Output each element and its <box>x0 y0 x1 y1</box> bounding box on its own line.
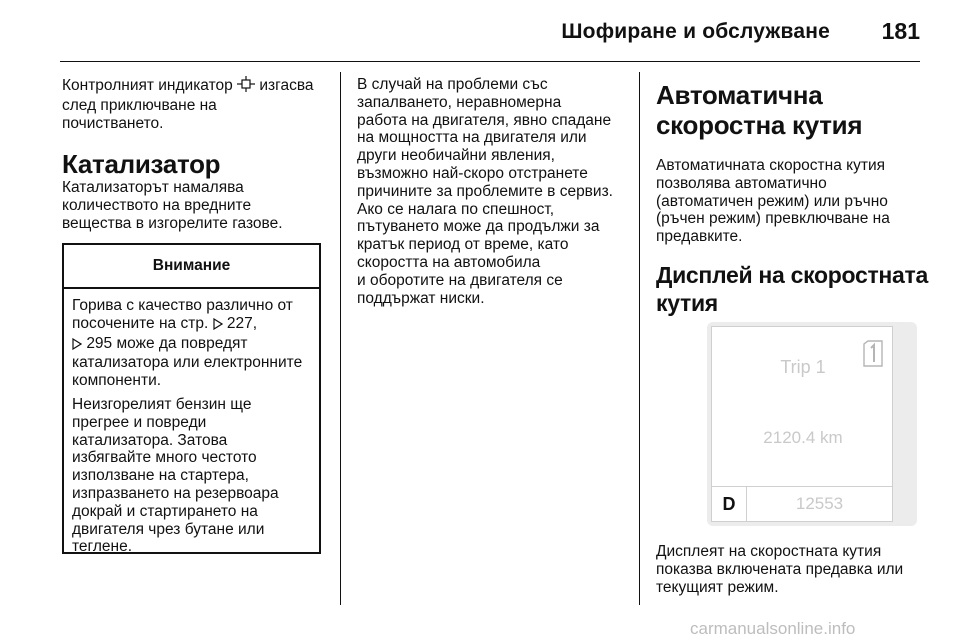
warning-line: Горива с качество различно от <box>72 297 293 314</box>
gear-indicator: D <box>712 487 747 521</box>
warning-line: теглене. <box>72 538 133 556</box>
warning-body <box>64 289 319 556</box>
warning-line: двигателя чрез бутане или <box>72 520 265 538</box>
intro-line: (автоматичен режим) или ръчно <box>656 192 888 210</box>
caption-line: текущият режим. <box>656 578 779 596</box>
intro-line: след приключване на <box>62 96 217 114</box>
warning-line: посочените на стр. <box>72 314 209 332</box>
col2-line: поддържат ниски. <box>357 289 485 307</box>
caption-line: показва включената предавка или <box>656 560 904 578</box>
warning-line: компоненти. <box>72 372 162 390</box>
page-ref-link[interactable]: 227, <box>226 314 258 332</box>
warning-line: катализатора или електронните <box>72 354 303 372</box>
col2-paragraph <box>357 76 632 307</box>
col2-line: пътуването може да продължи за <box>357 218 600 236</box>
page-ref-link[interactable]: 295 може да повредят <box>86 334 248 352</box>
transmission-heading <box>656 80 926 140</box>
warning-line: използване на стартера, <box>72 467 249 485</box>
odometer-value: 12553 <box>795 494 844 513</box>
column-3 <box>656 80 926 317</box>
caption-line: Дисплеят на скоростната кутия <box>656 543 882 560</box>
column-divider-1 <box>340 72 341 605</box>
column-divider-2 <box>639 72 640 605</box>
warning-paragraph-2 <box>72 396 311 556</box>
col2-line: на мощността на двигателя или <box>357 129 587 147</box>
exhaust-indicator-icon <box>237 76 255 97</box>
display-screen <box>711 326 893 522</box>
heading-line: Автоматична <box>656 80 823 110</box>
col2-line: кратък период от време, като <box>357 236 569 254</box>
catalyst-line: Катализаторът намалява <box>62 179 244 197</box>
catalyst-paragraph <box>62 179 332 232</box>
display-subheading <box>656 261 926 317</box>
header-rule <box>60 61 920 62</box>
warning-line: прегрее и повреди <box>72 413 207 431</box>
col2-line: причините за проблемите в сервиз. <box>357 182 613 200</box>
col2-line: Ако се налага по спешност, <box>357 200 555 218</box>
catalyst-line: количеството на вредните <box>62 197 252 215</box>
column-1 <box>62 76 332 233</box>
warning-line: Неизгорелият бензин ще <box>72 395 252 413</box>
warning-line: изпразването на резервоара <box>72 484 279 502</box>
intro-paragraph <box>62 76 332 132</box>
warning-line: избягвайте много честото <box>72 449 257 467</box>
intro-line: предавките. <box>656 228 743 246</box>
transmission-intro <box>656 157 926 246</box>
intro-line: Контролният индикатор <box>62 77 233 94</box>
intro-line: Автоматичната скоростна кутия <box>656 157 885 174</box>
watermark: carmanualsonline.info <box>690 619 856 638</box>
page-number: 181 <box>881 18 920 44</box>
warning-box <box>62 243 321 554</box>
page-header-title: Шофиране и обслужване <box>561 20 830 43</box>
catalyst-heading: Катализатор <box>62 149 221 180</box>
intro-line: почистването. <box>62 114 164 132</box>
intro-line: позволява автоматично <box>656 174 827 192</box>
col2-line: В случай на проблеми със <box>357 76 548 93</box>
col2-line: скоростта на автомобила <box>357 253 541 271</box>
col2-line: други необичайни явления, <box>357 147 555 165</box>
col2-line: възможно най-скоро отстранете <box>357 164 588 182</box>
col2-line: и оборотите на двигателя се <box>357 271 563 289</box>
heading-line: скоростна кутия <box>656 110 863 140</box>
page-ref-arrow-icon <box>213 317 223 335</box>
warning-title: Внимание <box>64 245 319 289</box>
trip-distance: 2120.4 km <box>763 428 843 447</box>
trip-label: Trip 1 <box>780 357 826 377</box>
col2-line: работа на двигателя, явно спадане <box>357 111 612 129</box>
column-2 <box>357 76 632 307</box>
intro-line: (ръчен режим) превключване на <box>656 210 890 228</box>
transmission-display-illustration <box>707 322 917 526</box>
catalyst-line: вещества в изгорелите газове. <box>62 214 283 232</box>
warning-paragraph-1 <box>72 297 311 390</box>
warning-line: катализатора. Затова <box>72 431 228 449</box>
display-caption <box>656 543 903 596</box>
subheading-line: кутия <box>656 289 718 316</box>
col2-line: запалването, неравномерна <box>357 93 562 111</box>
warning-line: докрай и стартирането на <box>72 502 258 520</box>
page-ref-arrow-icon <box>72 337 82 355</box>
subheading-line: Дисплей на скоростната <box>656 261 928 288</box>
intro-line: изгасва <box>259 77 314 94</box>
